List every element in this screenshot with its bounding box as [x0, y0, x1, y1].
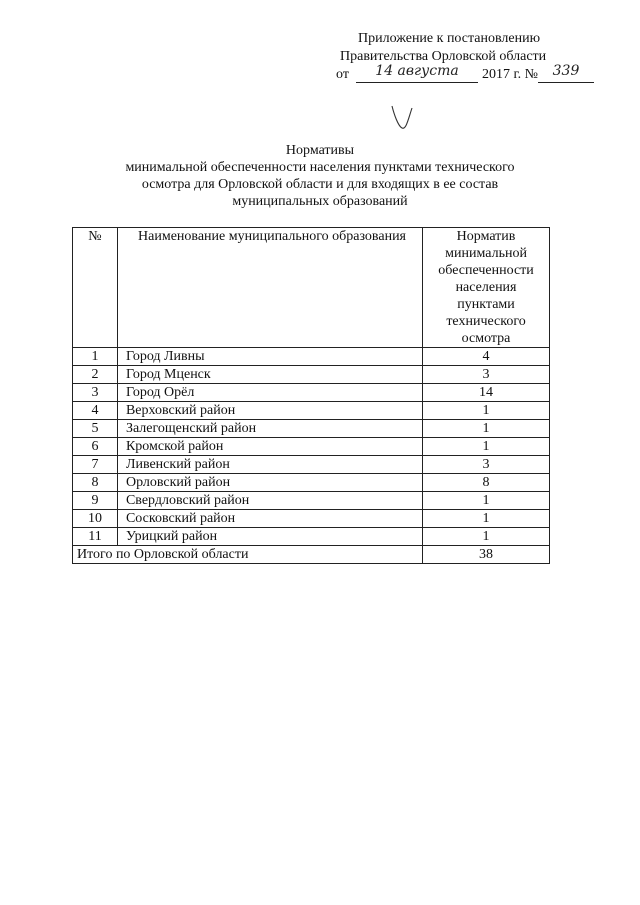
row-value: 1 — [423, 402, 550, 420]
row-value: 1 — [423, 438, 550, 456]
row-number: 11 — [73, 528, 118, 546]
row-number: 9 — [73, 492, 118, 510]
table-row — [73, 492, 550, 510]
row-name: Город Орёл — [117, 384, 422, 402]
row-value: 8 — [423, 474, 550, 492]
row-name: Сосковский район — [117, 510, 422, 528]
row-number: 8 — [73, 474, 118, 492]
header-number: № — [73, 228, 118, 348]
row-value: 14 — [423, 384, 550, 402]
row-number: 10 — [73, 510, 118, 528]
handwritten-date: 14 августа — [356, 62, 478, 83]
norms-table — [72, 227, 550, 564]
row-number: 4 — [73, 402, 118, 420]
row-name: Орловский район — [117, 474, 422, 492]
table-row — [73, 420, 550, 438]
row-name: Ливенский район — [117, 456, 422, 474]
total-value: 38 — [423, 546, 550, 564]
row-value: 1 — [423, 510, 550, 528]
row-value: 1 — [423, 528, 550, 546]
row-number: 7 — [73, 456, 118, 474]
row-number: 2 — [73, 366, 118, 384]
row-name: Свердловский район — [117, 492, 422, 510]
table-header-row — [73, 228, 550, 348]
signature-flourish-icon — [388, 104, 418, 132]
from-label: от — [336, 67, 349, 82]
total-label: Итого по Орловской области — [73, 546, 423, 564]
table-row — [73, 438, 550, 456]
table-row — [73, 366, 550, 384]
row-number: 6 — [73, 438, 118, 456]
row-name: Залегощенский район — [117, 420, 422, 438]
appendix-header — [336, 30, 580, 88]
row-number: 1 — [73, 348, 118, 366]
table-row — [73, 456, 550, 474]
row-name: Город Мценск — [117, 366, 422, 384]
document-title — [0, 142, 640, 210]
row-value: 4 — [423, 348, 550, 366]
row-value: 3 — [423, 366, 550, 384]
title-line2: минимальной обеспеченности населения пунктами технического — [125, 160, 515, 175]
handwritten-number: 339 — [538, 62, 594, 83]
appendix-date-line — [336, 63, 580, 88]
table-row — [73, 528, 550, 546]
row-name: Урицкий район — [117, 528, 422, 546]
table-row — [73, 474, 550, 492]
row-number: 3 — [73, 384, 118, 402]
row-value: 1 — [423, 420, 550, 438]
table-row — [73, 348, 550, 366]
title-line3: осмотра для Орловской области и для входящих в ее состав — [141, 177, 499, 192]
title-line4: муниципальных образований — [232, 194, 408, 209]
table-row — [73, 384, 550, 402]
row-value: 3 — [423, 456, 550, 474]
year-label: 2017 г. № — [482, 67, 539, 82]
row-name: Кромской район — [117, 438, 422, 456]
row-name: Верховский район — [117, 402, 422, 420]
title-line1: Нормативы — [285, 143, 355, 158]
row-name: Город Ливны — [117, 348, 422, 366]
row-value: 1 — [423, 492, 550, 510]
total-row — [73, 546, 550, 564]
header-name: Наименование муниципального образования — [117, 228, 422, 348]
table-row — [73, 510, 550, 528]
row-number: 5 — [73, 420, 118, 438]
table-row — [73, 402, 550, 420]
header-value: Норматив минимальной обеспеченности населения пунктами технического осмотра — [423, 228, 550, 348]
appendix-line2: Правительства Орловской области — [340, 49, 547, 64]
appendix-line1: Приложение к постановлению — [358, 31, 541, 46]
